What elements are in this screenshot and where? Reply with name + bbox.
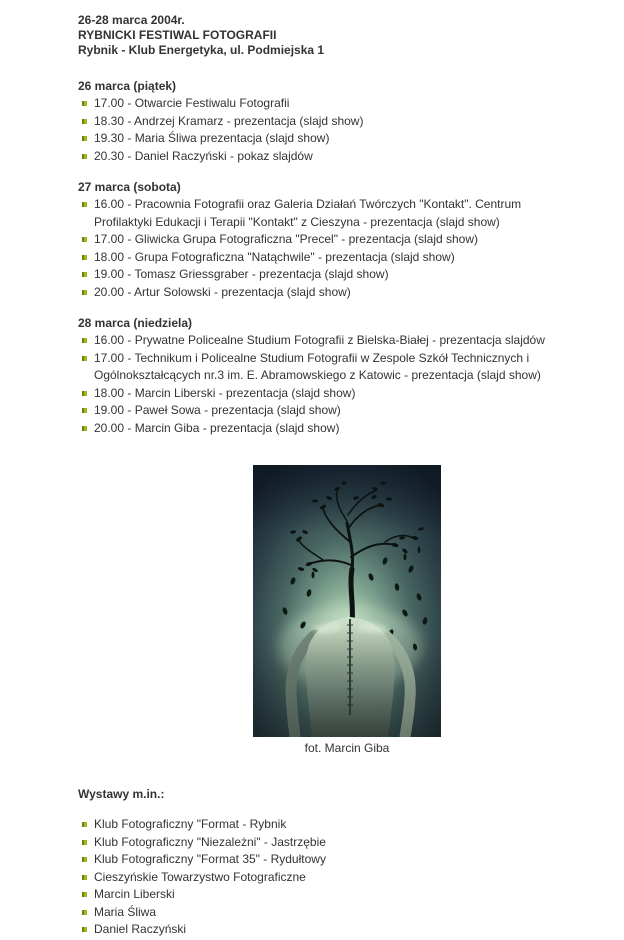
square-bullet-icon	[82, 237, 87, 242]
header-venue: Rybnik - Klub Energetyka, ul. Podmiejska 1	[78, 43, 325, 57]
exhibitions-list	[78, 816, 578, 939]
list-item	[78, 332, 578, 350]
square-bullet-icon	[82, 426, 87, 431]
square-bullet-icon	[82, 840, 87, 845]
page-header	[78, 13, 578, 58]
event-text: 19.00 - Paweł Sowa - prezentacja (slajd show)	[94, 403, 341, 417]
square-bullet-icon	[82, 857, 87, 862]
list-item	[78, 113, 578, 131]
list-item	[78, 385, 578, 403]
exhibitions-heading: Wystawy m.in.:	[78, 787, 165, 801]
list-item	[78, 851, 578, 869]
event-text: 18.00 - Grupa Fotograficzna "Natąchwile" - prezentacja (slajd show)	[94, 249, 455, 264]
festival-photo-image	[253, 465, 441, 737]
square-bullet-icon	[82, 290, 87, 295]
list-item	[78, 921, 578, 939]
list-item	[78, 249, 578, 267]
list-item	[78, 95, 578, 113]
schedule-day-friday	[78, 78, 578, 165]
list-item	[78, 420, 578, 438]
square-bullet-icon	[82, 338, 87, 343]
exhibition-text: Klub Fotograficzny "Niezależni" - Jastrzębie	[94, 834, 326, 849]
square-bullet-icon	[82, 408, 87, 413]
event-text: 20.00 - Marcin Giba - prezentacja (slajd show)	[94, 420, 340, 435]
list-item	[78, 284, 578, 302]
list-item	[78, 130, 578, 148]
event-text: 19.30 - Maria Śliwa prezentacja (slajd show)	[94, 131, 330, 145]
list-item	[78, 266, 578, 284]
event-text: 17.00 - Gliwicka Grupa Fotograficzna "Precel" - prezentacja (slajd show)	[94, 232, 479, 246]
square-bullet-icon	[82, 892, 87, 897]
list-item	[78, 886, 578, 904]
event-text: 19.00 - Tomasz Griessgraber - prezentacja (slajd show)	[94, 267, 389, 281]
event-text: 16.00 - Pracownia Fotografii oraz Galeria Działań Twórczych "Kontakt". Centrum Profilaktyki Edukacji i Terapii "Kontakt" z Cieszyna - prezentacja (slajd show)	[94, 197, 522, 229]
square-bullet-icon	[82, 272, 87, 277]
square-bullet-icon	[82, 154, 87, 159]
list-item	[78, 869, 578, 887]
photo-caption: fot. Marcin Giba	[304, 741, 390, 755]
event-text: 20.30 - Daniel Raczyński - pokaz slajdów	[94, 148, 313, 163]
list-item	[78, 148, 578, 166]
event-list	[78, 332, 578, 437]
exhibition-text: Maria Śliwa	[94, 904, 157, 919]
festival-photo	[253, 465, 441, 756]
event-list	[78, 95, 578, 165]
event-list	[78, 196, 578, 301]
list-item	[78, 231, 578, 249]
square-bullet-icon	[82, 822, 87, 827]
square-bullet-icon	[82, 119, 87, 124]
schedule-day-sunday	[78, 315, 578, 437]
event-text: 16.00 - Prywatne Policealne Studium Fotografii z Bielska-Białej - prezentacja slajdów	[94, 333, 545, 347]
square-bullet-icon	[82, 136, 87, 141]
list-item	[78, 816, 578, 834]
page-title: RYBNICKI FESTIWAL FOTOGRAFII	[78, 28, 277, 42]
event-text: 18.00 - Marcin Liberski - prezentacja (slajd show)	[94, 385, 356, 400]
event-text: 20.00 - Artur Solowski - prezentacja (slajd show)	[94, 284, 351, 299]
exhibition-text: Cieszyńskie Towarzystwo Fotograficzne	[94, 869, 306, 884]
list-item	[78, 402, 578, 420]
list-item	[78, 196, 578, 231]
square-bullet-icon	[82, 101, 87, 106]
schedule-day-saturday	[78, 179, 578, 301]
exhibition-text: Klub Fotograficzny "Format - Rybnik	[94, 817, 287, 831]
square-bullet-icon	[82, 202, 87, 207]
square-bullet-icon	[82, 391, 87, 396]
exhibition-text: Marcin Liberski	[94, 887, 175, 901]
square-bullet-icon	[82, 927, 87, 932]
exhibition-text: Daniel Raczyński	[94, 922, 187, 936]
list-item	[78, 904, 578, 922]
event-text: 17.00 - Technikum i Policealne Studium Fotografii w Zespole Szkół Technicznych i Ogólnokształcących nr.3 im. E. Abramowskiego z Katowic - prezentacja (slajd show)	[94, 350, 541, 382]
day-heading: 26 marca (piątek)	[78, 79, 177, 93]
square-bullet-icon	[82, 910, 87, 915]
square-bullet-icon	[82, 255, 87, 260]
square-bullet-icon	[82, 875, 87, 880]
day-heading: 28 marca (niedziela)	[78, 316, 193, 330]
event-text: 17.00 - Otwarcie Festiwalu Fotografii	[94, 96, 290, 110]
square-bullet-icon	[82, 356, 87, 361]
event-text: 18.30 - Andrzej Kramarz - prezentacja (slajd show)	[94, 113, 364, 128]
list-item	[78, 350, 578, 385]
exhibitions-section	[78, 786, 578, 939]
header-date: 26-28 marca 2004r.	[78, 13, 185, 27]
exhibition-text: Klub Fotograficzny "Format 35" - Rydułtowy	[94, 852, 326, 866]
day-heading: 27 marca (sobota)	[78, 180, 181, 194]
list-item	[78, 834, 578, 852]
